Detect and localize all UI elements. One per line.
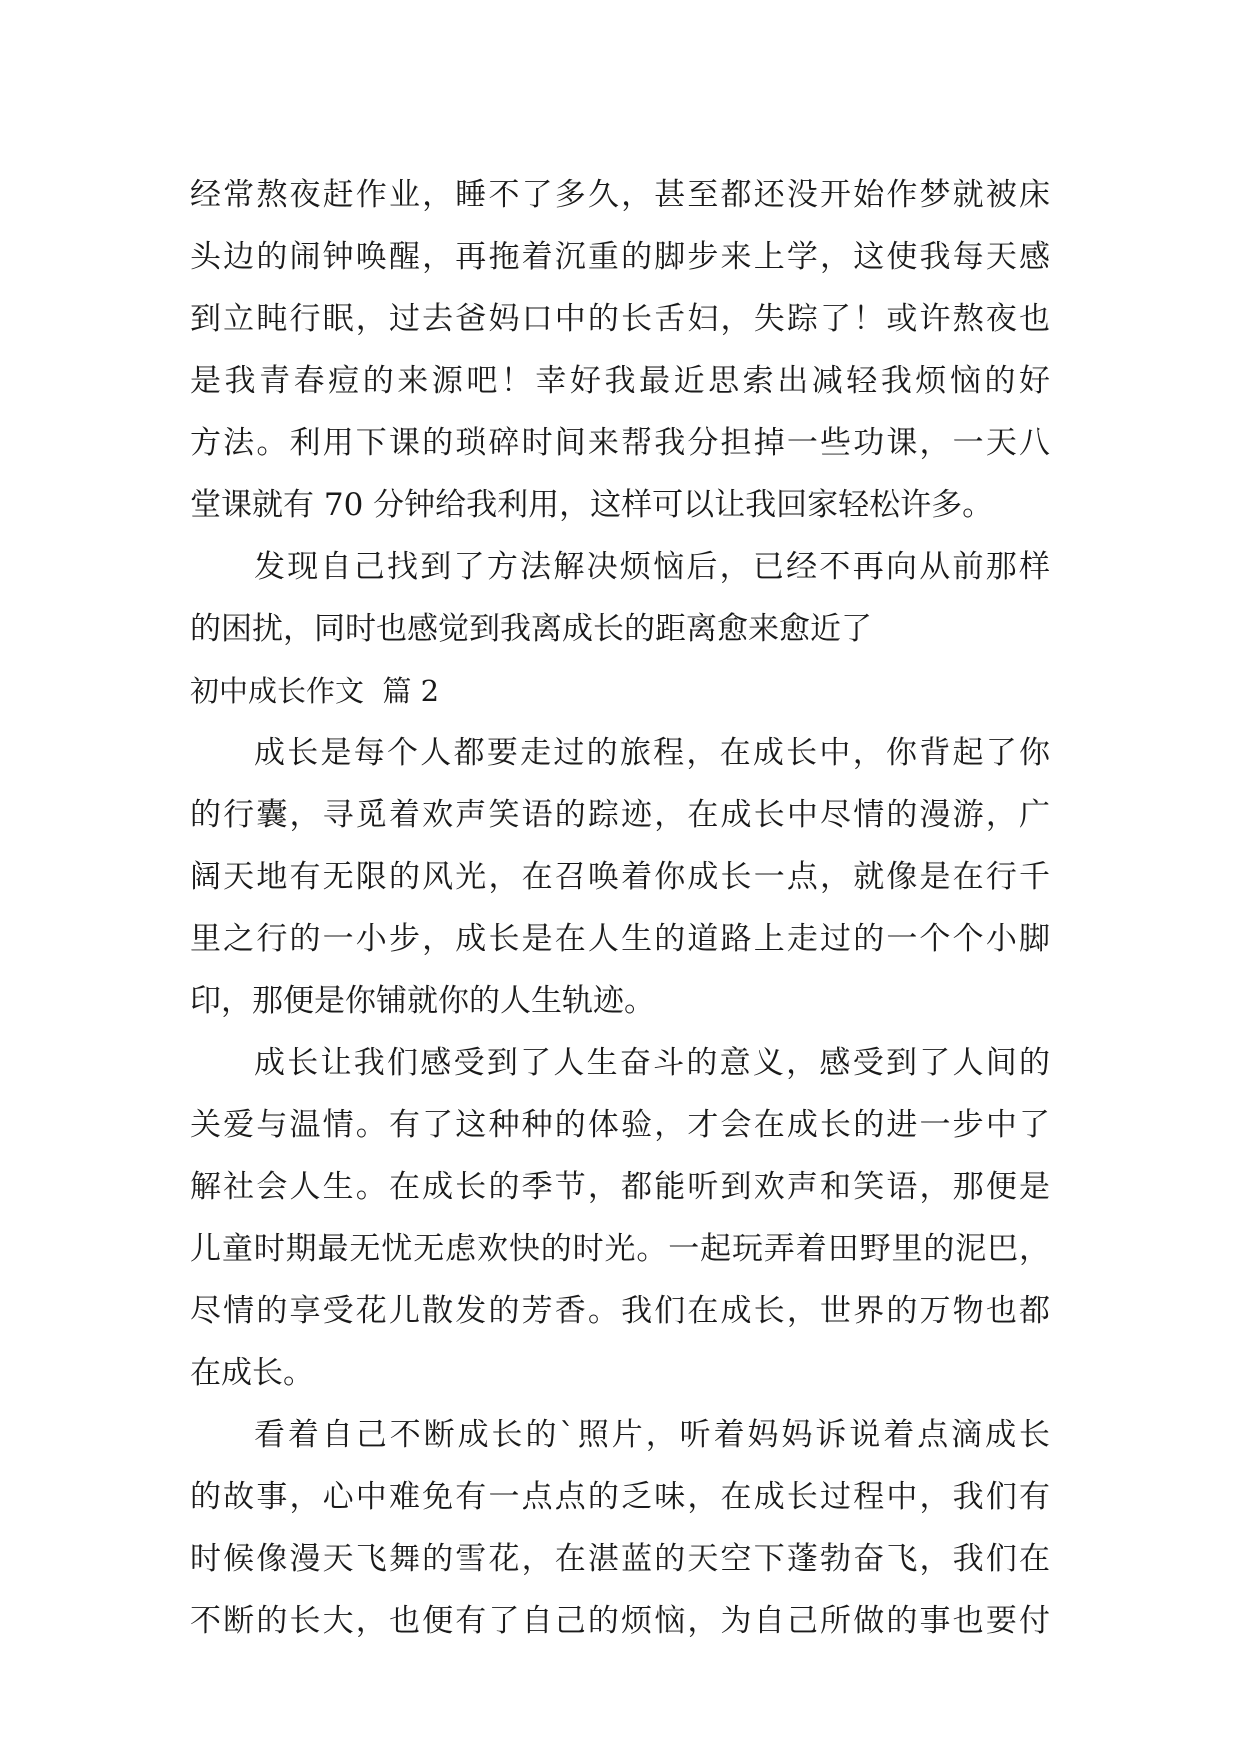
section-heading: 初中成长作文 篇 2 xyxy=(190,674,440,708)
text-line: 的故事，心中难免有一点点的乏味，在成长过程中，我们有 xyxy=(190,1479,1050,1515)
paragraph xyxy=(190,536,1050,660)
paragraph xyxy=(190,722,1050,1032)
text-line: 阔天地有无限的风光，在召唤着你成长一点，就像是在行千 xyxy=(190,859,1050,895)
text-line: 尽情的享受花儿散发的芳香。我们在成长，世界的万物也都 xyxy=(190,1293,1050,1329)
text-line: 经常熬夜赶作业，睡不了多久，甚至都还没开始作梦就被床 xyxy=(190,177,1050,213)
text-line: 不断的长大，也便有了自己的烦恼，为自己所做的事也要付 xyxy=(190,1603,1050,1639)
text-line: 的困扰，同时也感觉到我离成长的距离愈来愈近了 xyxy=(190,611,872,647)
text-line: 解社会人生。在成长的季节，都能听到欢声和笑语，那便是 xyxy=(190,1169,1050,1205)
text-line: 堂课就有 70 分钟给我利用，这样可以让我回家轻松许多。 xyxy=(190,487,994,523)
text-line: 头边的闹钟唤醒，再拖着沉重的脚步来上学，这使我每天感 xyxy=(190,239,1050,275)
text-line: 发现自己找到了方法解决烦恼后，已经不再向从前那样 xyxy=(254,549,1050,585)
text-line: 成长是每个人都要走过的旅程，在成长中，你背起了你 xyxy=(254,735,1050,771)
text-line: 关爱与温情。有了这种种的体验，才会在成长的进一步中了 xyxy=(190,1107,1050,1143)
text-line: 儿童时期最无忧无虑欢快的时光。一起玩弄着田野里的泥巴， xyxy=(190,1231,1050,1267)
text-line: 在成长。 xyxy=(190,1355,314,1391)
text-line: 是我青春痘的来源吧！幸好我最近思索出减轻我烦恼的好 xyxy=(190,363,1050,399)
text-line: 印，那便是你铺就你的人生轨迹。 xyxy=(190,983,655,1019)
text-line: 时候像漫天飞舞的雪花，在湛蓝的天空下蓬勃奋飞，我们在 xyxy=(190,1541,1050,1577)
text-line: 的行囊，寻觅着欢声笑语的踪迹，在成长中尽情的漫游，广 xyxy=(190,797,1050,833)
text-line: 方法。利用下课的琐碎时间来帮我分担掉一些功课，一天八 xyxy=(190,425,1050,461)
text-line: 里之行的一小步，成长是在人生的道路上走过的一个个小脚 xyxy=(190,921,1050,957)
paragraph xyxy=(190,1404,1050,1652)
text-line: 看着自己不断成长的`照片，听着妈妈诉说着点滴成长 xyxy=(254,1417,1050,1453)
text-line: 到立盹行眠，过去爸妈口中的长舌妇，失踪了！或许熬夜也 xyxy=(190,301,1050,337)
text-line: 成长让我们感受到了人生奋斗的意义，感受到了人间的 xyxy=(254,1045,1050,1081)
paragraph xyxy=(190,164,1050,536)
document-body xyxy=(190,164,1050,1652)
paragraph xyxy=(190,1032,1050,1404)
